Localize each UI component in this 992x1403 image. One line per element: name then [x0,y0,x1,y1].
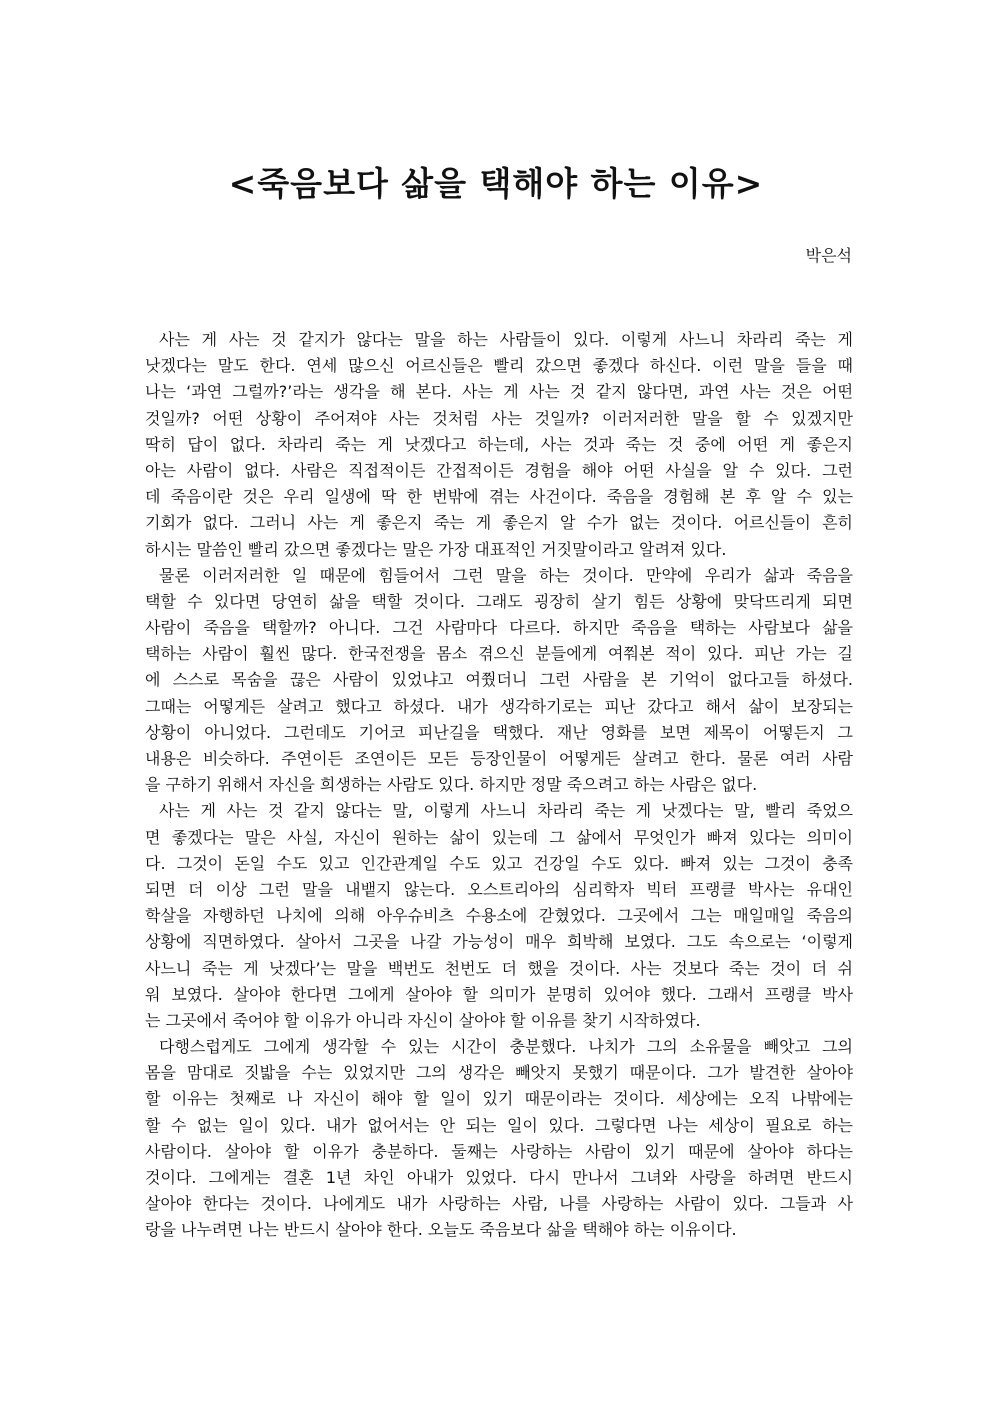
text-line: 상황이 아니었다. 그런데도 기어코 피난길을 택했다. 재난 영화를 보면 제목이 어떻든지 그 [145,722,853,742]
text-line: 을 구하기 위해서 자신을 희생하는 사람도 있다. 하지만 정말 죽으려고 하는 사람은 없다. [145,775,758,795]
text-line: 다. 그것이 돈일 수도 있고 인간관계일 수도 있고 건강일 수도 있다. 빠져 있는 그것이 충족 [145,853,853,873]
paragraph [145,798,853,1034]
text-line: 사람이 죽음을 택할까? 아니다. 그건 사람마다 다르다. 하지만 죽음을 택하는 사람보다 삶을 [145,618,853,638]
text-line: 물론 이러저러한 일 때문에 힘들어서 그런 말을 하는 것이다. 만약에 우리가 삶과 죽음을 [159,565,853,585]
text-line: 사느니 죽는 게 낫겠다’는 말을 백번도 천번도 더 했을 것이다. 사는 것보다 죽는 것이 더 쉬 [145,958,853,978]
text-line: 에 스스로 목숨을 끊은 사람이 있었냐고 여쭸더니 그런 사람을 본 기억이 없다고들 하셨다. [145,670,853,690]
text-line: 택하는 사람이 훨씬 많다. 한국전쟁을 몸소 겪으신 분들에게 여쭤본 적이 있다. 피난 가는 길 [145,644,853,664]
text-line: 되면 더 이상 그런 말을 내뱉지 않는다. 오스트리아의 심리학자 빅터 프랭클 박사는 유대인 [145,879,853,899]
text-line: 는 그곳에서 죽어야 할 이유가 아니라 자신이 살아야 할 이유를 찾기 시작하였다. [145,1010,701,1030]
text-line: 내용은 비슷하다. 주연이든 조연이든 모든 등장인물이 어떻게든 살려고 한다. 물론 여러 사람 [145,749,853,768]
text-line: 아는 사람이 없다. 사람은 직접적이든 간접적이든 경험을 해야 어떤 사실을 알 수 있다. 그런 [145,460,853,480]
text-line: 상황에 직면하였다. 살아서 그곳을 나갈 가능성이 매우 희박해 보였다. 그도 속으로는 ‘이렇게 [145,932,853,952]
text-line: 기회가 없다. 그러니 사는 게 좋은지 죽는 게 좋은지 알 수가 없는 것이다. 어르신들이 흔히 [145,513,853,533]
text-line: 할 이유는 첫째로 나 자신이 해야 할 일이 있기 때문이라는 것이다. 세상에는 오직 나밖에는 [145,1089,853,1109]
text-line: 워 보였다. 살아야 한다면 그에게 살아야 할 의미가 분명히 있어야 했다. 그래서 프랭클 박사 [145,984,853,1004]
text-line: 택할 수 있다면 당연히 삶을 택할 것이다. 그래도 굉장히 살기 힘든 상황에 맞닥뜨리게 되면 [145,591,853,611]
text-line: 하시는 말씀인 빨리 갔으면 좋겠다는 말은 가장 대표적인 거짓말이라고 알려져 있다. [145,539,727,559]
document-title: <죽음보다 삶을 택해야 하는 이유> [228,164,764,203]
text-line: 나는 ‘과연 그럴까?’라는 생각을 해 본다. 사는 게 사는 것 같지 않다면, 과연 사는 것은 어떤 [145,382,853,402]
text-line: 딱히 답이 없다. 차라리 죽는 게 낫겠다고 하는데, 사는 것과 죽는 것 중에 어떤 게 좋은지 [145,434,853,454]
text-line: 학살을 자행하던 나치에 의해 아우슈비츠 수용소에 갇혔었다. 그곳에서 그는 매일매일 죽음의 [145,906,853,926]
text-line: 데 죽음이란 것은 우리 일생에 딱 한 번밖에 겪는 사건이다. 죽음을 경험해 본 후 알 수 있는 [145,487,853,507]
text-line: 것일까? 어떤 상황이 주어져야 사는 것처럼 사는 것일까? 이러저러한 말을 할 수 있겠지만 [145,408,853,428]
text-line: 사는 게 사는 것 같지가 않다는 말을 하는 사람들이 있다. 이렇게 사느니 차라리 죽는 게 [159,330,853,349]
text-line: 낫겠다는 말도 한다. 연세 많으신 어르신들은 빨리 갔으면 좋겠다 하신다. 이런 말을 들을 때 [145,356,853,376]
paragraph [145,563,853,799]
author-name: 박은석 [805,246,852,265]
document-body [145,327,853,1244]
text-line: 다행스럽게도 그에게 생각할 수 있는 시간이 충분했다. 나치가 그의 소유물을 빼앗고 그의 [159,1037,853,1057]
text-line: 살아야 한다는 것이다. 나에게도 내가 사랑하는 사람, 나를 사랑하는 사람이 있다. 그들과 사 [145,1194,853,1214]
paragraph [145,327,853,563]
paragraph [145,1034,853,1244]
text-line: 몸을 맘대로 짓밟을 수는 있었지만 그의 생각은 빼앗지 못했기 때문이다. 그가 발견한 살아야 [145,1063,853,1083]
text-line: 면 좋겠다는 말은 사실, 자신이 원하는 삶이 있는데 그 삶에서 무엇인가 빠져 있다는 의미이 [145,827,853,847]
text-line: 사람이다. 살아야 할 이유가 충분하다. 둘째는 사랑하는 사람이 있기 때문에 살아야 하다는 [145,1141,853,1161]
text-line: 사는 게 사는 것 같지 않다는 말, 이렇게 사느니 차라리 죽는 게 낫겠다는 말, 빨리 죽었으 [159,801,853,821]
text-line: 그때는 어떻게든 살려고 했다고 하셨다. 내가 생각하기로는 피난 갔다고 해서 삶이 보장되는 [145,696,853,716]
text-line: 할 수 없는 일이 있다. 내가 없어서는 안 되는 일이 있다. 그렇다면 나는 세상이 필요로 하는 [145,1115,853,1135]
text-line: 것이다. 그에게는 결혼 1년 차인 아내가 있었다. 다시 만나서 그녀와 사랑을 하려면 반드시 [145,1168,853,1187]
text-line: 랑을 나누려면 나는 반드시 살아야 한다. 오늘도 죽음보다 삶을 택해야 하는 이유이다. [145,1220,737,1240]
